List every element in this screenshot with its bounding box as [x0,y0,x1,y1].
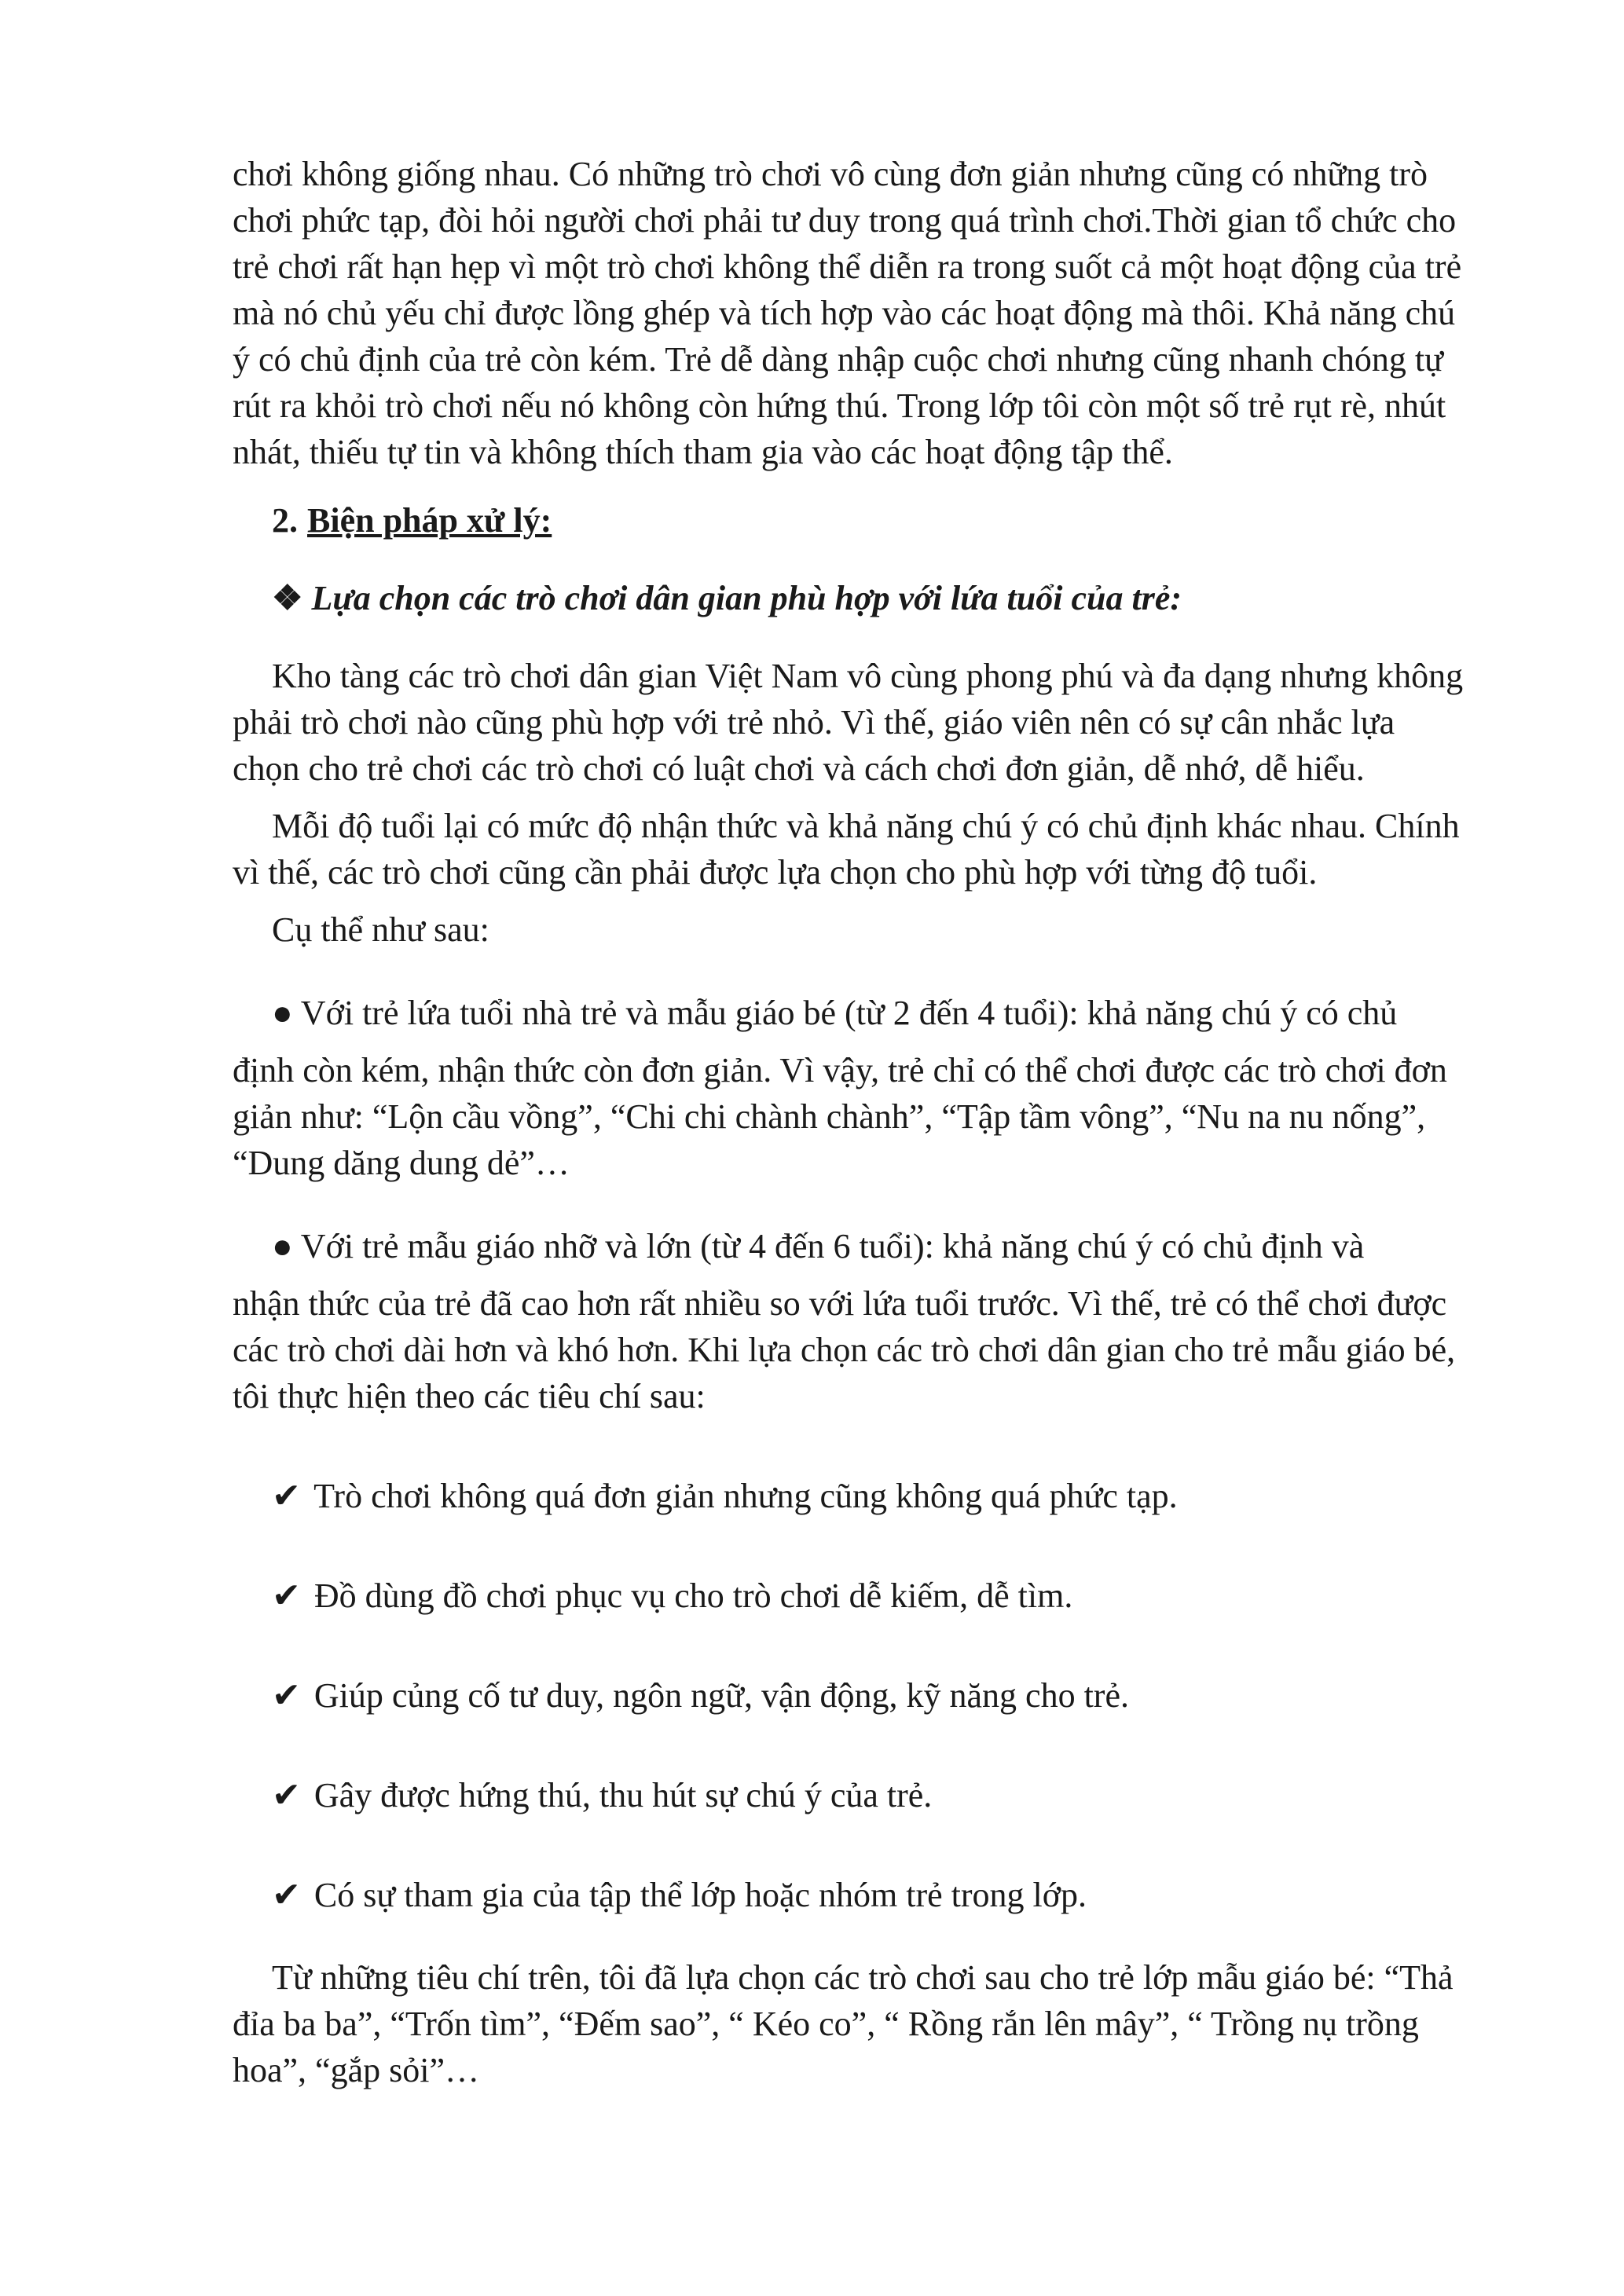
conclusion-paragraph: Từ những tiêu chí trên, tôi đã lựa chọn các trò chơi sau cho trẻ lớp mẫu giáo bé: “Thả đỉa ba ba”, “Trốn tìm”, “Đếm sao”, “ Kéo co”, “ Rồng rắn lên mây”, “ Trồng nụ trồng hoa”, “gắp sỏi”… [233,1958,1454,2089]
age-levels-paragraph: Mỗi độ tuổi lại có mức độ nhận thức và khả năng chú ý có chủ định khác nhau. Chính vì thế, các trò chơi cũng cần phải được lựa chọn cho phù hợp với từng độ tuổi. [233,807,1460,892]
criteria-text: Trò chơi không quá đơn giản nhưng cũng không quá phức tạp. [313,1477,1178,1515]
section-heading [233,497,1466,544]
subsection-title: Lựa chọn các trò chơi dân gian phù hợp với lứa tuổi của trẻ: [311,579,1182,617]
checkmark-icon: ✔ [272,1576,301,1615]
checkmark-icon: ✔ [272,1676,301,1715]
age-group-body: định còn kém, nhận thức còn đơn giản. Vì vậy, trẻ chỉ có thể chơi được các trò chơi đơn giản như: “Lộn cầu vồng”, “Chi chi chành chành”, “Tập tầm vông”, “Nu na nu nống”, “Dung dăng dung dẻ”… [233,1051,1447,1182]
checkmark-icon: ✔ [272,1876,301,1914]
checkmark-icon: ✔ [272,1477,301,1515]
diamond-bullet-icon: ❖ [272,579,303,617]
criteria-item [233,1473,1466,1519]
criteria-text: Gây được hứng thú, thu hút sự chú ý của trẻ. [313,1776,933,1814]
treasure-paragraph: Kho tàng các trò chơi dân gian Việt Nam vô cùng phong phú và đa dạng nhưng không phải trò chơi nào cũng phù hợp với trẻ nhỏ. Vì thế, giáo viên nên có sự cân nhắc lựa chọn cho trẻ chơi các trò chơi có luật chơi và cách chơi đơn giản, dễ nhớ, dễ hiểu. [233,657,1464,788]
criteria-text: Có sự tham gia của tập thể lớp hoặc nhóm trẻ trong lớp. [313,1876,1087,1914]
specifically-paragraph: Cụ thể như sau: [272,910,489,949]
age-group-item [233,1222,1466,1419]
section-number: 2. [272,501,298,540]
criteria-item [233,1672,1466,1719]
age-group-lead: Với trẻ lứa tuổi nhà trẻ và mẫu giáo bé (từ 2 đến 4 tuổi): khả năng chú ý có chủ [300,994,1398,1032]
criteria-text: Đồ dùng đồ chơi phục vụ cho trò chơi dễ kiếm, dễ tìm. [313,1576,1073,1615]
checkmark-icon: ✔ [272,1776,301,1814]
circle-bullet-icon: ● [272,1227,293,1265]
age-group-body: nhận thức của trẻ đã cao hơn rất nhiều so với lứa tuổi trước. Vì thế, trẻ có thể chơi được các trò chơi dài hơn và khó hơn. Khi lựa chọn các trò chơi dân gian cho trẻ mẫu giáo bé, tôi thực hiện theo các tiêu chí sau: [233,1284,1456,1415]
age-group-item [233,989,1466,1186]
document-page [233,151,1466,2093]
subsection-heading [233,575,1466,621]
circle-bullet-icon: ● [272,994,293,1032]
age-group-lead: Với trẻ mẫu giáo nhỡ và lớn (từ 4 đến 6 tuổi): khả năng chú ý có chủ định và [300,1227,1365,1265]
criteria-text: Giúp củng cố tư duy, ngôn ngữ, vận động, kỹ năng cho trẻ. [313,1676,1129,1715]
section-title: Biện pháp xử lý: [307,501,552,540]
intro-paragraph: chơi không giống nhau. Có những trò chơi vô cùng đơn giản nhưng cũng có những trò chơi phức tạp, đòi hỏi người chơi phải tư duy trong quá trình chơi.Thời gian tổ chức cho trẻ chơi rất hạn hẹp vì một trò chơi không thể diễn ra trong suốt cả một hoạt động của trẻ mà nó chủ yếu chỉ được lồng ghép và tích hợp vào các hoạt động mà thôi. Khả năng chú ý có chủ định của trẻ còn kém. Trẻ dễ dàng nhập cuộc chơi nhưng cũng nhanh chóng tự rút ra khỏi trò chơi nếu nó không còn hứng thú. Trong lớp tôi còn một số trẻ rụt rè, nhút nhát, thiếu tự tin và không thích tham gia vào các hoạt động tập thể. [233,155,1462,471]
criteria-item [233,1573,1466,1619]
criteria-item [233,1872,1466,1918]
criteria-item [233,1772,1466,1818]
